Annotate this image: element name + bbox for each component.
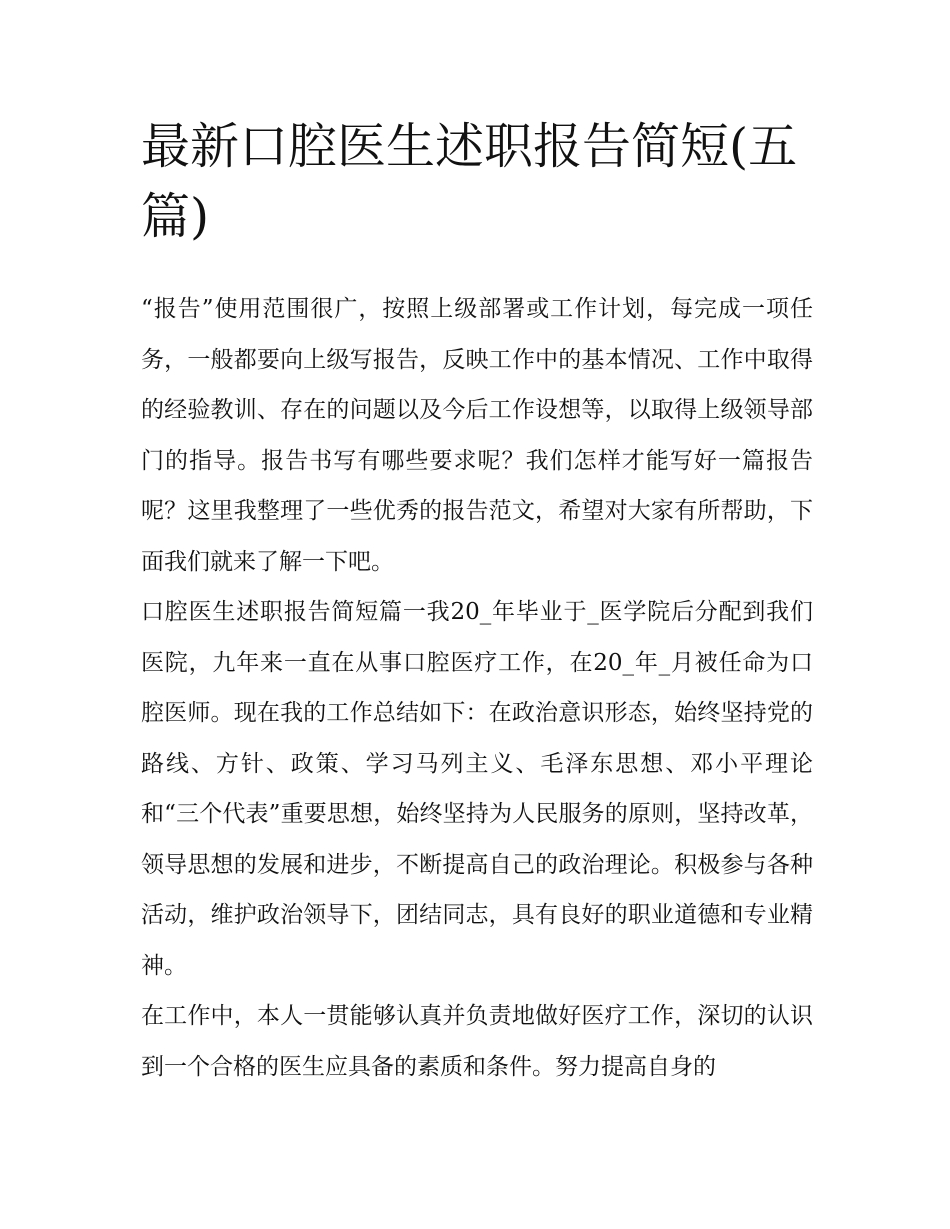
paragraph-work: 在工作中，本人一贯能够认真并负责地做好医疗工作，深切的认识到一个合格的医生应具备的素质和条件。努力提高自身的: [141, 1003, 813, 1080]
paragraph-intro: “报告”使用范围很广，按照上级部署或工作计划，每完成一项任务，一般都要向上级写报告，反映工作中的基本情况、工作中取得的经验教训、存在的问题以及今后工作设想等，以取得上级领导部门的指导。报告书写有哪些要求呢？我们怎样才能写好一篇报告呢？这里我整理了一些优秀的报告范文，希望对大家有所帮助，下面我们就来了解一下吧。: [141, 296, 813, 575]
document-page: [141, 112, 813, 1092]
document-body: [141, 284, 813, 1092]
paragraph-report-one: 口腔医生述职报告简短篇一我20_年毕业于_医学院后分配到我们医院，九年来一直在从事口腔医疗工作，在20_年_月被任命为口腔医师。现在我的工作总结如下：在政治意识形态，始终坚持党的路线、方针、政策、学习马列主义、毛泽东思想、邓小平理论和“三个代表”重要思想，始终坚持为人民服务的原则，坚持改革，领导思想的发展和进步，不断提高自己的政治理论。积极参与各种活动，维护政治领导下，团结同志，具有良好的职业道德和专业精神。: [141, 599, 813, 979]
document-title: 最新口腔医生述职报告简短(五篇): [141, 118, 798, 245]
